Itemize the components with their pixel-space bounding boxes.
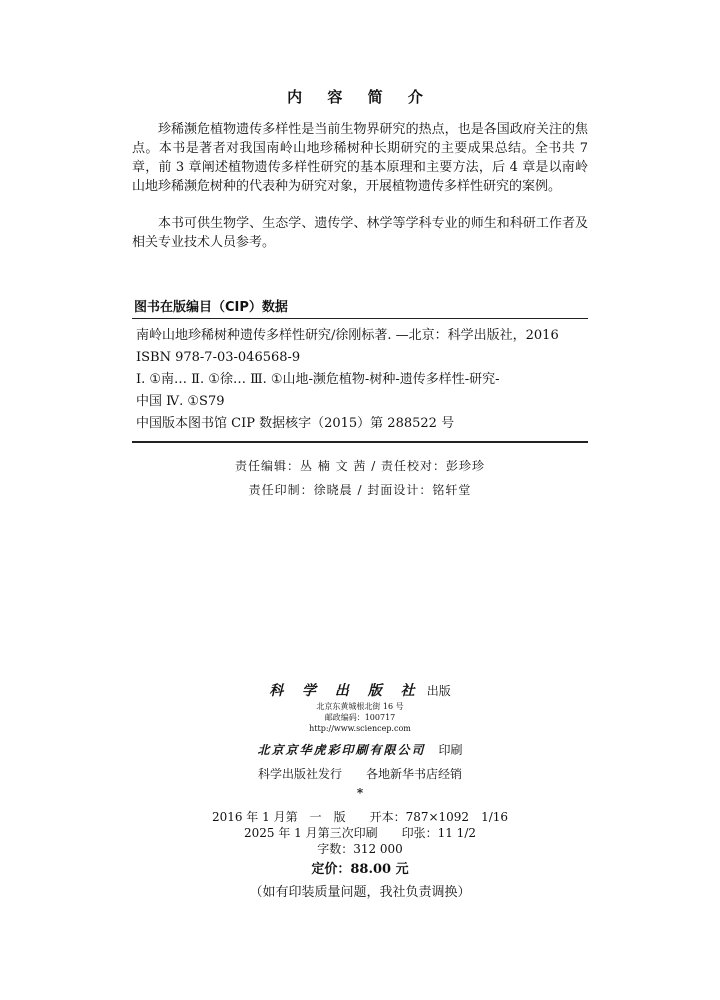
quality-note: （如有印装质量问题，我社负责调换） bbox=[249, 885, 471, 900]
distribution-line: 科学出版社发行 各地新华书店经销 bbox=[257, 767, 462, 781]
word-count: 字数：312 000 bbox=[317, 842, 403, 856]
publisher-postcode: 邮政编码：100717 bbox=[324, 713, 396, 722]
cip-bottom-rule bbox=[132, 441, 588, 443]
printer-suffix: 印刷 bbox=[438, 743, 463, 757]
publisher-address: 北京东黄城根北街 16 号 bbox=[316, 702, 404, 711]
summary-paragraph-1: 珍稀濒危植物遗传多样性是当前生物界研究的热点，也是各国政府关注的焦点。本书是著者对我国南岭山地珍稀树种长期研究的主要成果总结。全书共 7 章，前 3 章阐述植物遗传多样性研究的基本原理和主要方法，后 4 章是以南岭山地珍稀濒危树种的代表种为研究对象，开展植物遗传多样性研究的案例。 bbox=[132, 122, 588, 194]
cip-record-number: 中国版本图书馆 CIP 数据核字（2015）第 288522 号 bbox=[136, 416, 455, 431]
cip-classification-cont: 中国 Ⅳ. ①S79 bbox=[136, 394, 225, 409]
publisher-suffix: 出版 bbox=[426, 684, 451, 698]
printing-credits: 责任印制：徐晓晨 / 封面设计：铭轩堂 bbox=[248, 483, 472, 497]
price: 定价：88.00 元 bbox=[311, 862, 409, 877]
summary-paragraph-2: 本书可供生物学、生态学、遗传学、林学等学科专业的师生和科研工作者及相关专业技术人员参考。 bbox=[132, 216, 588, 250]
cip-heading: 图书在版编目（CIP）数据 bbox=[134, 300, 288, 315]
summary-title: 内 容 简 介 bbox=[287, 88, 433, 106]
cip-classification-line: Ⅰ. ①南… Ⅱ. ①徐… Ⅲ. ①山地-濒危植物-树种-遗传多样性-研究- bbox=[136, 372, 500, 387]
edition-line-2: 2025 年 1 月第三次印刷 印张：11 1/2 bbox=[243, 826, 476, 840]
edition-line-1: 2016 年 1 月第 一 版 开本：787×1092 1/16 bbox=[211, 810, 509, 824]
cip-title-line: 南岭山地珍稀树种遗传多样性研究/徐刚标著. —北京：科学出版社，2016 bbox=[136, 328, 559, 343]
printer-name: 北京京华虎彩印刷有限公司 bbox=[257, 743, 426, 757]
publisher-line bbox=[0, 680, 720, 700]
editor-credits: 责任编辑：丛 楠 文 茜 / 责任校对：彭珍珍 bbox=[234, 459, 486, 473]
publisher-logo-text: 科 学 出 版 社 bbox=[269, 683, 422, 699]
cip-isbn: ISBN 978-7-03-046568-9 bbox=[136, 350, 301, 365]
separator-star: * bbox=[356, 786, 364, 800]
publisher-url: http://www.sciencep.com bbox=[309, 724, 411, 733]
printer-line bbox=[0, 739, 720, 758]
cip-top-rule bbox=[132, 318, 588, 319]
